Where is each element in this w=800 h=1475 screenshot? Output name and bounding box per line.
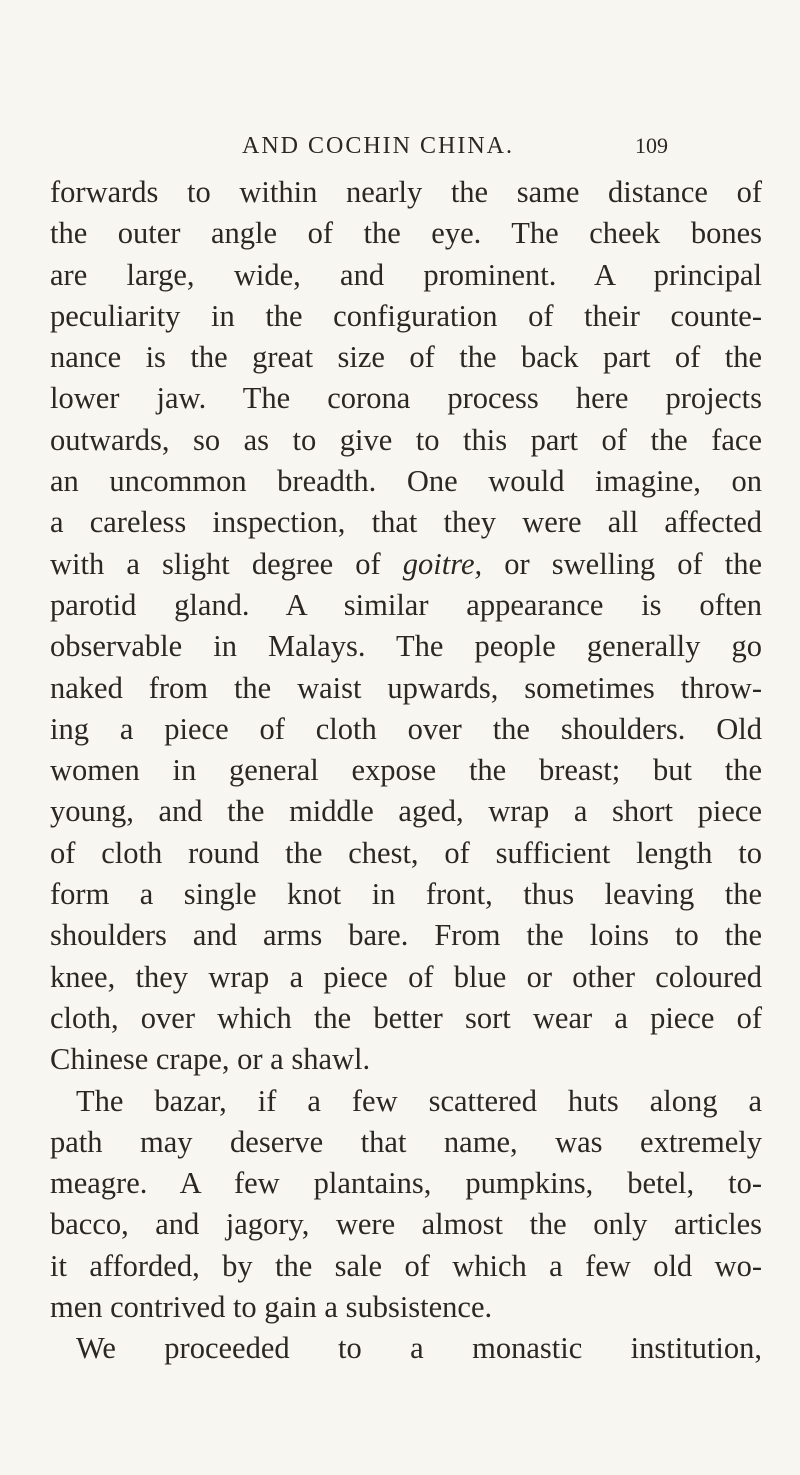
text-line-20: knee, they wrap a piece of blue or other coloured bbox=[50, 959, 762, 994]
text-line-19: shoulders and arms bare. From the loins to the bbox=[50, 918, 762, 953]
text-line-27: it afforded, by the sale of which a few old wo- bbox=[50, 1248, 762, 1283]
text-line-5: nance is the great size of the back part of the bbox=[50, 340, 762, 375]
text-line-14: ing a piece of cloth over the shoulders. Old bbox=[50, 711, 762, 746]
text-line-4: peculiarity in the configuration of their counte- bbox=[50, 298, 762, 333]
text-line-23: The bazar, if a few scattered huts along a bbox=[76, 1083, 762, 1118]
text-line-10 bbox=[50, 544, 762, 585]
text-line-26: bacco, and jagory, were almost the only articles bbox=[50, 1207, 762, 1242]
text-line-13: naked from the waist upwards, sometimes throw- bbox=[50, 670, 762, 705]
running-head bbox=[0, 133, 800, 163]
text-line-29: We proceeded to a monastic institution, bbox=[76, 1331, 762, 1366]
body-text bbox=[50, 172, 762, 1370]
text-line-16: young, and the middle aged, wrap a short piece bbox=[50, 794, 762, 829]
text-line-10-before: with a slight degree of bbox=[50, 546, 403, 581]
text-line-22: Chinese crape, or a shawl. bbox=[50, 1042, 371, 1077]
text-line-3: are large, wide, and prominent. A principal bbox=[50, 257, 762, 292]
text-line-10-after: or swelling of the bbox=[482, 546, 763, 581]
text-line-8: an uncommon breadth. One would imagine, on bbox=[50, 464, 762, 499]
text-line-24: path may deserve that name, was extremely bbox=[50, 1124, 762, 1159]
text-line-12: observable in Malays. The people generally go bbox=[50, 629, 762, 664]
text-line-28: men contrived to gain a subsistence. bbox=[50, 1290, 493, 1325]
text-line-2: the outer angle of the eye. The cheek bones bbox=[50, 216, 762, 251]
text-line-11: parotid gland. A similar appearance is often bbox=[50, 587, 762, 622]
text-line-25: meagre. A few plantains, pumpkins, betel, to- bbox=[50, 1166, 762, 1201]
page-number: 109 bbox=[635, 133, 668, 158]
text-line-6: lower jaw. The corona process here projects bbox=[50, 381, 762, 416]
text-line-18: form a single knot in front, thus leaving the bbox=[50, 877, 762, 912]
text-line-17: of cloth round the chest, of sufficient length to bbox=[50, 835, 762, 870]
text-line-1: forwards to within nearly the same distance of bbox=[50, 175, 762, 209]
text-line-21: cloth, over which the better sort wear a piece of bbox=[50, 1000, 762, 1035]
running-title: AND COCHIN CHINA. bbox=[242, 133, 514, 159]
italic-word-goitre: goitre, bbox=[402, 546, 483, 581]
text-line-9: a careless inspection, that they were all affected bbox=[50, 505, 762, 540]
text-line-7: outwards, so as to give to this part of the face bbox=[50, 422, 762, 457]
text-line-15: women in general expose the breast; but the bbox=[50, 753, 762, 788]
